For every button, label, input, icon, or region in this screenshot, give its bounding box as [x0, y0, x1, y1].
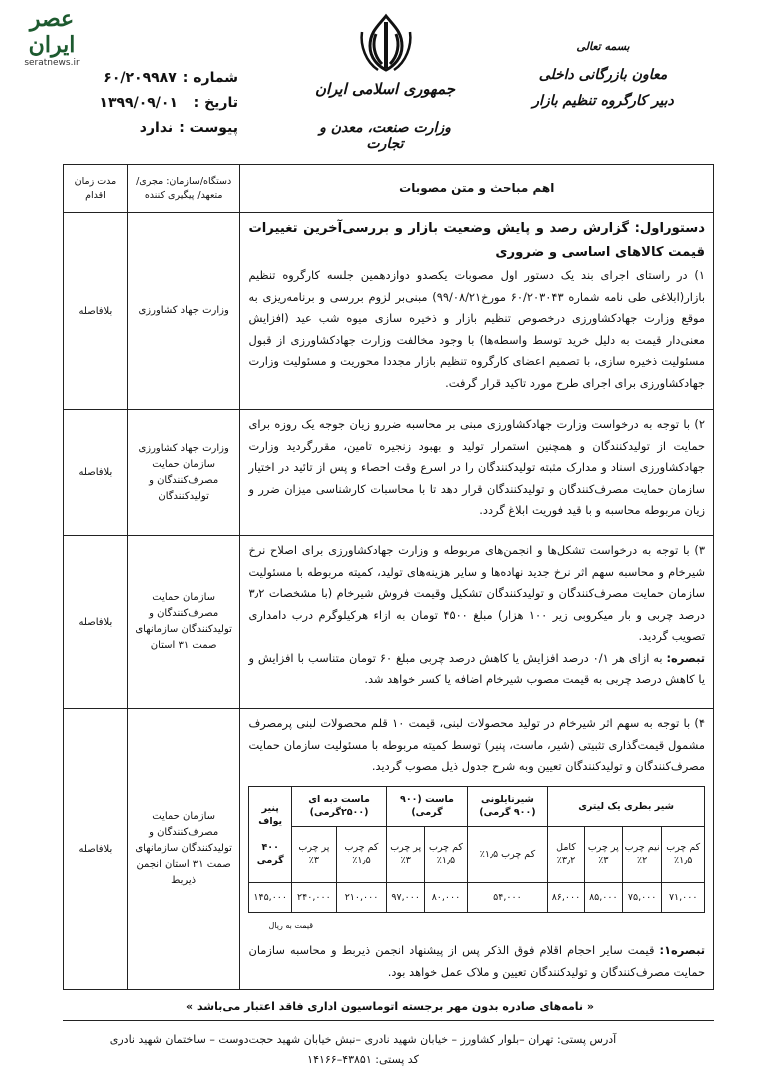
row-org: وزارت جهاد کشاورزی سازمان حمایت مصرف‌کنندگان و تولیدکنندگان [127, 410, 240, 535]
row-time: بلافاصله [78, 616, 113, 628]
price-value: ۷۵,۰۰۰ [622, 882, 662, 912]
row-org: وزارت جهاد کشاورزی [127, 213, 240, 409]
resolution-2: ۲) با توجه به درخواست وزارت جهادکشاورزی مبنی بر محاسبه ضررو زیان جوجه یک روزه برای حمایت از تولیدکنندگان و همچنین استمرار تولید و بهبود زنجیره تامین، مقررگردید وزارت جهادکشاورزی اسناد و مدارک مثبته تولیدکنندگان را در اسرع وقت احصاء و پس از تائید در اختیار سازمان حمایت مصرف‌کنندگان و تولیدکنندگان قرار دهد تا با محاسبات کارشناسی میزان ضرر و زیان مربوطه محاسبه و با قید فوریت ابلاغ گردد. [239, 410, 713, 535]
resolution-4-note [248, 940, 705, 983]
price-value: ۷۱,۰۰۰ [662, 882, 705, 912]
price-group: شیر بطری یک لیتری [548, 786, 705, 826]
price-table [248, 786, 705, 913]
price-value: ۱۴۵,۰۰۰ [249, 882, 291, 912]
header-time: مدت زمان اقدام [74, 175, 117, 201]
table-header-row [64, 165, 713, 213]
price-value: ۸۵,۰۰۰ [584, 882, 622, 912]
note-label: تبصره: [666, 650, 706, 665]
date-label: تاریخ : [193, 95, 238, 111]
price-item: پر چرب ۳٪ [387, 826, 425, 882]
price-item: کم چرب ۱٫۵٪ [662, 826, 705, 882]
note-label: تبصره۱: [659, 943, 706, 957]
row-text [239, 536, 713, 708]
resolution-1: ۱) در راستای اجرای بند یک دستور اول مصوبات یکصدو دوازدهمین جلسه کارگروه تنظیم بازار(ابلاغی طی نامه شماره ۶۰/۲۰۳۰۴۳ مورخ۹۹/۰۸/۲۱) مبنی‌بر لزوم بررسی و برنامه‌ریزی به موقع وزارت جهادکشاورزی درخصوص تنظیم بازار و ذخیره سازی میوه شب عید (افزایش معنی‌دار قیمت به دلیل خرید توسط واسطه‌ها) با وجود مخالفت وزارت جهادکشاورزی از قبول مسئولیت ذخیره سازی، با تصمیم اعضای کارگروه تنظیم بازار مجددا محوریت و مسئولیت وزارت جهادکشاورزی برای اجرای طرح مورد تاکید قرار گرفت. [248, 268, 705, 390]
price-value: ۵۴,۰۰۰ [467, 882, 547, 912]
footer-divider [63, 1020, 714, 1021]
table-row [64, 213, 713, 410]
price-item: کامل ۳٫۲٪ [548, 826, 585, 882]
watermark [8, 6, 96, 68]
price-value: ۲۱۰,۰۰۰ [336, 882, 386, 912]
price-value: ۲۴۰,۰۰۰ [291, 882, 336, 912]
resolution-4: ۴) با توجه به سهم اثر شیرخام در تولید محصولات لبنی، قیمت ۱۰ قلم محصولات لبنی پرمصرف مشمول قیمت‌گذاری تثبیتی (شیر، ماست، پنیر) توسط کمیته مربوطه با مسئولیت سازمان حمایت مصرف‌کنندگان و تولیدکنندگان تعیین وبه شرح جدول ذیل مصوب گردید. [248, 716, 705, 773]
iran-emblem-icon [356, 12, 416, 76]
validity-note: « نامه‌های صادره بدون مهر برجسته اتوماسیون اداری فاقد اعتبار می‌باشد » [186, 1000, 594, 1013]
resolution-3-note [248, 648, 705, 691]
agenda-title: دستوراول: گزارش رصد و پایش وضعیت بازار و بررسی‌آخرین تغییرات قیمت کالاهای اساسی و ضروری [248, 221, 705, 260]
header-main: اهم مباحث و متن مصوبات [239, 165, 713, 212]
resolutions-table [63, 164, 714, 990]
deputy-title: معاون بازرگانی داخلی [538, 67, 668, 83]
price-group: شیرنایلونی (۹۰۰ گرمی) [467, 786, 547, 826]
price-value: ۹۷,۰۰۰ [387, 882, 425, 912]
table-row [64, 709, 713, 989]
number-value: ۶۰/۲۰۹۹۸۷ [103, 70, 177, 86]
letter-meta [78, 66, 238, 141]
price-item: کم چرب ۱٫۵٪ [336, 826, 386, 882]
price-item: ۴۰۰ گرمی [256, 841, 284, 866]
price-item: کم چرب ۱٫۵٪ [425, 826, 468, 882]
number-label: شماره : [182, 70, 238, 86]
attach-value: ندارد [139, 120, 174, 136]
resolution-3: ۳) با توجه به درخواست تشکل‌ها و انجمن‌های مربوطه و وزارت جهادکشاورزی برای اصلاح نرخ شیرخام و محاسبه سهم اثر نرخ جدید نهاده‌ها و سایر هزینه‌های تولید، کمیته مربوطه با مسئولیت سازمان حمایت مصرف‌کنندگان و تولیدکنندگان تشکیل وقیمت فروش شیرخام (با مشخصات ۳٫۲ درصد چربی و بار میکروبی زیر ۱۰۰ هزار) مبلغ ۴۵۰۰ تومان به ازاء هرکیلوگرم درب دامداری تصویب گردید. [248, 543, 705, 643]
table-row [64, 536, 713, 709]
republic-title: جمهوری اسلامی ایران [314, 80, 456, 98]
ministry-title: وزارت صنعت، معدن و تجارت [319, 120, 451, 152]
header-org: دستگاه/سازمان: مجری/ متعهد/ پیگیری کننده [127, 165, 240, 212]
watermark-url: seratnews.ir [24, 58, 80, 68]
price-value: ۸۰,۰۰۰ [425, 882, 468, 912]
date-value: ۱۳۹۹/۰۹/۰۱ [99, 95, 178, 111]
row-time: بلافاصله [78, 467, 113, 478]
price-item: کم چرب ۱٫۵٪ [467, 826, 547, 882]
postal-code: کد پستی: ۴۳۸۵۱–۱۴۱۶۶ [307, 1053, 419, 1066]
row-text [239, 709, 713, 989]
attach-label: پیوست : [179, 120, 238, 136]
watermark-logo: عصر ایران [28, 6, 76, 58]
price-group [249, 786, 291, 882]
price-value: ۸۶,۰۰۰ [548, 882, 585, 912]
table-row [64, 410, 713, 536]
row-org: سازمان حمایت مصرف‌کنندگان و تولیدکنندگان سازمانهای صمت ۳۱ استان انجمن ذیربط [127, 709, 240, 989]
price-item: پر چرب ۳٪ [584, 826, 622, 882]
price-item: پر چرب ۳٪ [291, 826, 336, 882]
price-item: نیم چرب ۲٪ [622, 826, 662, 882]
postal-address: آدرس پستی: تهران –بلوار کشاورز – خیابان شهید نادری –نبش خیابان شهید حجت‌دوست – ساختمان شهید نادری [109, 1033, 617, 1046]
office-heading [503, 40, 703, 109]
row-org: سازمان حمایت مصرف‌کنندگان و تولیدکنندگان سازمانهای صمت ۳۱ استان [127, 536, 240, 708]
basmala: بسمه تعالی [576, 40, 630, 53]
row-time: بلافاصله [78, 305, 113, 317]
price-unit: قیمت به ریال [268, 920, 314, 930]
secretary-title: دبیر کارگروه تنظیم بازار [532, 93, 674, 109]
row-time: بلافاصله [78, 843, 113, 855]
row-text [239, 213, 713, 409]
price-group: ماست (۹۰۰ گرمی) [387, 786, 468, 826]
note-text: به ازای هر ۰/۱ درصد افزایش یا کاهش درصد چربی مبلغ ۶۰ تومان متناسب با افزایش و یا کاهش درصد چربی به قیمت مصوب شیرخام اضافه یا کسر خواهد شد. [248, 650, 705, 686]
note-text: قیمت سایر احجام اقلام فوق الذکر پس از پیشنهاد انجمن ذیربط و محاسبه سازمان حمایت مصرف‌کنندگان و تولیدکنندگان تعیین و ملاک عمل خواهد بود. [248, 943, 705, 979]
footer-address-block [63, 1030, 663, 1070]
price-group: ماست دبه ای (۲۵۰۰گرمی) [291, 786, 386, 826]
cheese-label: پنیر یواف [258, 802, 283, 827]
